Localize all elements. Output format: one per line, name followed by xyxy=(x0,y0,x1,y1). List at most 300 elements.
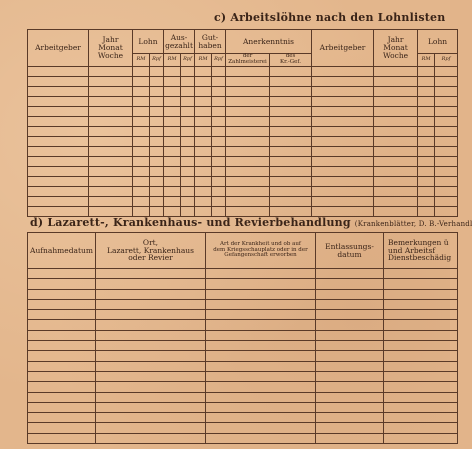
blank-cell[interactable] xyxy=(28,320,96,330)
blank-cell[interactable] xyxy=(212,126,226,136)
blank-cell[interactable] xyxy=(212,96,226,106)
blank-cell[interactable] xyxy=(270,196,312,206)
blank-cell[interactable] xyxy=(435,76,458,86)
blank-cell[interactable] xyxy=(96,289,206,299)
blank-cell[interactable] xyxy=(181,196,195,206)
blank-cell[interactable] xyxy=(28,106,89,116)
blank-cell[interactable] xyxy=(89,196,133,206)
blank-cell[interactable] xyxy=(133,196,150,206)
blank-cell[interactable] xyxy=(133,116,150,126)
blank-cell[interactable] xyxy=(195,136,212,146)
blank-cell[interactable] xyxy=(212,186,226,196)
blank-cell[interactable] xyxy=(195,106,212,116)
table-row xyxy=(28,341,458,351)
blank-cell[interactable] xyxy=(28,279,96,289)
blank-cell[interactable] xyxy=(312,146,374,156)
blank-cell[interactable] xyxy=(96,341,206,351)
blank-cell[interactable] xyxy=(89,136,133,146)
blank-cell[interactable] xyxy=(150,116,164,126)
blank-cell[interactable] xyxy=(28,351,96,361)
blank-cell[interactable] xyxy=(206,289,316,299)
blank-cell[interactable] xyxy=(212,86,226,96)
blank-cell[interactable] xyxy=(96,392,206,402)
blank-cell[interactable] xyxy=(418,196,435,206)
blank-cell[interactable] xyxy=(181,76,195,86)
blank-cell[interactable] xyxy=(212,206,226,216)
blank-cell[interactable] xyxy=(164,206,181,216)
blank-cell[interactable] xyxy=(206,299,316,309)
blank-cell[interactable] xyxy=(226,96,270,106)
blank-cell[interactable] xyxy=(316,351,384,361)
blank-cell[interactable] xyxy=(435,106,458,116)
blank-cell[interactable] xyxy=(270,76,312,86)
blank-cell[interactable] xyxy=(374,76,418,86)
blank-cell[interactable] xyxy=(384,320,458,330)
blank-cell[interactable] xyxy=(312,116,374,126)
blank-cell[interactable] xyxy=(374,156,418,166)
blank-cell[interactable] xyxy=(181,146,195,156)
blank-cell[interactable] xyxy=(133,96,150,106)
blank-cell[interactable] xyxy=(374,86,418,96)
blank-cell[interactable] xyxy=(133,106,150,116)
blank-cell[interactable] xyxy=(150,206,164,216)
blank-cell[interactable] xyxy=(96,330,206,340)
blank-cell[interactable] xyxy=(384,279,458,289)
blank-cell[interactable] xyxy=(96,299,206,309)
blank-cell[interactable] xyxy=(226,166,270,176)
blank-cell[interactable] xyxy=(374,126,418,136)
blank-cell[interactable] xyxy=(206,320,316,330)
blank-cell[interactable] xyxy=(164,76,181,86)
blank-cell[interactable] xyxy=(384,299,458,309)
blank-cell[interactable] xyxy=(418,176,435,186)
blank-cell[interactable] xyxy=(316,361,384,371)
blank-cell[interactable] xyxy=(316,279,384,289)
blank-cell[interactable] xyxy=(374,176,418,186)
blank-cell[interactable] xyxy=(150,156,164,166)
blank-cell[interactable] xyxy=(374,116,418,126)
blank-cell[interactable] xyxy=(89,86,133,96)
blank-cell[interactable] xyxy=(96,413,206,423)
blank-cell[interactable] xyxy=(312,166,374,176)
blank-cell[interactable] xyxy=(28,341,96,351)
blank-cell[interactable] xyxy=(226,86,270,96)
blank-cell[interactable] xyxy=(312,66,374,76)
blank-cell[interactable] xyxy=(226,76,270,86)
blank-cell[interactable] xyxy=(435,206,458,216)
blank-cell[interactable] xyxy=(312,176,374,186)
blank-cell[interactable] xyxy=(89,206,133,216)
blank-cell[interactable] xyxy=(96,433,206,443)
blank-cell[interactable] xyxy=(28,371,96,381)
blank-cell[interactable] xyxy=(435,116,458,126)
blank-cell[interactable] xyxy=(206,413,316,423)
blank-cell[interactable] xyxy=(226,116,270,126)
blank-cell[interactable] xyxy=(312,196,374,206)
blank-cell[interactable] xyxy=(418,136,435,146)
blank-cell[interactable] xyxy=(96,279,206,289)
blank-cell[interactable] xyxy=(384,423,458,433)
blank-cell[interactable] xyxy=(312,106,374,116)
blank-cell[interactable] xyxy=(206,279,316,289)
blank-cell[interactable] xyxy=(384,289,458,299)
blank-cell[interactable] xyxy=(418,96,435,106)
blank-cell[interactable] xyxy=(316,330,384,340)
blank-cell[interactable] xyxy=(418,186,435,196)
blank-cell[interactable] xyxy=(28,361,96,371)
blank-cell[interactable] xyxy=(28,126,89,136)
blank-cell[interactable] xyxy=(374,106,418,116)
blank-cell[interactable] xyxy=(270,206,312,216)
blank-cell[interactable] xyxy=(150,106,164,116)
table-row xyxy=(28,196,458,206)
blank-cell[interactable] xyxy=(28,166,89,176)
blank-cell[interactable] xyxy=(384,330,458,340)
blank-cell[interactable] xyxy=(181,86,195,96)
blank-cell[interactable] xyxy=(164,106,181,116)
blank-cell[interactable] xyxy=(312,186,374,196)
blank-cell[interactable] xyxy=(96,402,206,412)
blank-cell[interactable] xyxy=(164,66,181,76)
blank-cell[interactable] xyxy=(206,423,316,433)
blank-cell[interactable] xyxy=(89,176,133,186)
blank-cell[interactable] xyxy=(28,156,89,166)
blank-cell[interactable] xyxy=(164,146,181,156)
blank-cell[interactable] xyxy=(435,146,458,156)
blank-cell[interactable] xyxy=(164,126,181,136)
blank-cell[interactable] xyxy=(418,116,435,126)
table-row xyxy=(28,289,458,299)
blank-cell[interactable] xyxy=(384,413,458,423)
blank-cell[interactable] xyxy=(28,423,96,433)
blank-cell[interactable] xyxy=(316,341,384,351)
blank-cell[interactable] xyxy=(89,106,133,116)
blank-cell[interactable] xyxy=(384,402,458,412)
blank-cell[interactable] xyxy=(195,176,212,186)
blank-cell[interactable] xyxy=(133,166,150,176)
blank-cell[interactable] xyxy=(181,96,195,106)
blank-cell[interactable] xyxy=(195,206,212,216)
blank-cell[interactable] xyxy=(150,76,164,86)
unit-rpf: Rpf xyxy=(212,54,226,67)
blank-cell[interactable] xyxy=(195,146,212,156)
blank-cell[interactable] xyxy=(89,156,133,166)
blank-cell[interactable] xyxy=(133,206,150,216)
blank-cell[interactable] xyxy=(150,146,164,156)
blank-cell[interactable] xyxy=(28,392,96,402)
blank-cell[interactable] xyxy=(96,361,206,371)
blank-cell[interactable] xyxy=(28,66,89,76)
blank-cell[interactable] xyxy=(384,341,458,351)
blank-cell[interactable] xyxy=(435,126,458,136)
blank-cell[interactable] xyxy=(384,361,458,371)
blank-cell[interactable] xyxy=(418,146,435,156)
blank-cell[interactable] xyxy=(226,176,270,186)
blank-cell[interactable] xyxy=(164,136,181,146)
blank-cell[interactable] xyxy=(133,126,150,136)
blank-cell[interactable] xyxy=(435,96,458,106)
blank-cell[interactable] xyxy=(316,289,384,299)
blank-cell[interactable] xyxy=(316,423,384,433)
blank-cell[interactable] xyxy=(133,156,150,166)
blank-cell[interactable] xyxy=(418,106,435,116)
blank-cell[interactable] xyxy=(206,433,316,443)
blank-cell[interactable] xyxy=(96,269,206,279)
blank-cell[interactable] xyxy=(206,351,316,361)
blank-cell[interactable] xyxy=(226,126,270,136)
blank-cell[interactable] xyxy=(133,186,150,196)
blank-cell[interactable] xyxy=(195,76,212,86)
blank-cell[interactable] xyxy=(206,310,316,320)
blank-cell[interactable] xyxy=(164,86,181,96)
blank-cell[interactable] xyxy=(181,166,195,176)
blank-cell[interactable] xyxy=(206,392,316,402)
blank-cell[interactable] xyxy=(226,186,270,196)
blank-cell[interactable] xyxy=(206,382,316,392)
blank-cell[interactable] xyxy=(89,146,133,156)
blank-cell[interactable] xyxy=(435,186,458,196)
blank-cell[interactable] xyxy=(150,136,164,146)
blank-cell[interactable] xyxy=(164,96,181,106)
blank-cell[interactable] xyxy=(150,86,164,96)
blank-cell[interactable] xyxy=(206,269,316,279)
blank-cell[interactable] xyxy=(212,106,226,116)
blank-cell[interactable] xyxy=(195,156,212,166)
blank-cell[interactable] xyxy=(212,116,226,126)
blank-cell[interactable] xyxy=(374,186,418,196)
blank-cell[interactable] xyxy=(316,402,384,412)
blank-cell[interactable] xyxy=(96,371,206,381)
blank-cell[interactable] xyxy=(164,166,181,176)
blank-cell[interactable] xyxy=(312,86,374,96)
blank-cell[interactable] xyxy=(181,126,195,136)
blank-cell[interactable] xyxy=(226,156,270,166)
blank-cell[interactable] xyxy=(435,136,458,146)
blank-cell[interactable] xyxy=(28,413,96,423)
blank-cell[interactable] xyxy=(133,86,150,96)
blank-cell[interactable] xyxy=(374,136,418,146)
blank-cell[interactable] xyxy=(418,86,435,96)
blank-cell[interactable] xyxy=(164,176,181,186)
blank-cell[interactable] xyxy=(28,310,96,320)
blank-cell[interactable] xyxy=(212,196,226,206)
blank-cell[interactable] xyxy=(212,136,226,146)
blank-cell[interactable] xyxy=(316,310,384,320)
blank-cell[interactable] xyxy=(316,382,384,392)
blank-cell[interactable] xyxy=(384,371,458,381)
blank-cell[interactable] xyxy=(96,382,206,392)
blank-cell[interactable] xyxy=(374,206,418,216)
blank-cell[interactable] xyxy=(28,299,96,309)
blank-cell[interactable] xyxy=(181,206,195,216)
blank-cell[interactable] xyxy=(28,269,96,279)
blank-cell[interactable] xyxy=(89,166,133,176)
blank-cell[interactable] xyxy=(384,382,458,392)
blank-cell[interactable] xyxy=(133,136,150,146)
blank-cell[interactable] xyxy=(316,392,384,402)
blank-cell[interactable] xyxy=(150,96,164,106)
blank-cell[interactable] xyxy=(28,382,96,392)
blank-cell[interactable] xyxy=(418,126,435,136)
blank-cell[interactable] xyxy=(96,320,206,330)
blank-cell[interactable] xyxy=(28,96,89,106)
blank-cell[interactable] xyxy=(270,66,312,76)
blank-cell[interactable] xyxy=(195,126,212,136)
blank-cell[interactable] xyxy=(150,176,164,186)
blank-cell[interactable] xyxy=(89,126,133,136)
blank-cell[interactable] xyxy=(316,433,384,443)
blank-cell[interactable] xyxy=(28,86,89,96)
blank-cell[interactable] xyxy=(418,76,435,86)
blank-cell[interactable] xyxy=(89,66,133,76)
blank-cell[interactable] xyxy=(312,136,374,146)
blank-cell[interactable] xyxy=(212,156,226,166)
blank-cell[interactable] xyxy=(28,289,96,299)
blank-cell[interactable] xyxy=(374,196,418,206)
blank-cell[interactable] xyxy=(226,106,270,116)
blank-cell[interactable] xyxy=(28,433,96,443)
blank-cell[interactable] xyxy=(206,402,316,412)
blank-cell[interactable] xyxy=(195,86,212,96)
blank-cell[interactable] xyxy=(89,76,133,86)
blank-cell[interactable] xyxy=(212,176,226,186)
blank-cell[interactable] xyxy=(28,186,89,196)
blank-cell[interactable] xyxy=(226,196,270,206)
blank-cell[interactable] xyxy=(374,96,418,106)
blank-cell[interactable] xyxy=(150,126,164,136)
blank-cell[interactable] xyxy=(206,330,316,340)
blank-cell[interactable] xyxy=(418,156,435,166)
blank-cell[interactable] xyxy=(270,116,312,126)
blank-cell[interactable] xyxy=(28,196,89,206)
blank-cell[interactable] xyxy=(195,196,212,206)
blank-cell[interactable] xyxy=(316,269,384,279)
blank-cell[interactable] xyxy=(89,186,133,196)
blank-cell[interactable] xyxy=(150,166,164,176)
blank-cell[interactable] xyxy=(28,330,96,340)
blank-cell[interactable] xyxy=(384,351,458,361)
blank-cell[interactable] xyxy=(374,66,418,76)
blank-cell[interactable] xyxy=(181,176,195,186)
blank-cell[interactable] xyxy=(28,206,89,216)
blank-cell[interactable] xyxy=(212,66,226,76)
blank-cell[interactable] xyxy=(316,299,384,309)
blank-cell[interactable] xyxy=(212,76,226,86)
blank-cell[interactable] xyxy=(270,186,312,196)
blank-cell[interactable] xyxy=(28,76,89,86)
blank-cell[interactable] xyxy=(435,86,458,96)
blank-cell[interactable] xyxy=(28,116,89,126)
blank-cell[interactable] xyxy=(89,96,133,106)
blank-cell[interactable] xyxy=(133,66,150,76)
blank-cell[interactable] xyxy=(435,66,458,76)
blank-cell[interactable] xyxy=(206,341,316,351)
blank-cell[interactable] xyxy=(435,156,458,166)
blank-cell[interactable] xyxy=(133,176,150,186)
blank-cell[interactable] xyxy=(181,66,195,76)
blank-cell[interactable] xyxy=(316,413,384,423)
blank-cell[interactable] xyxy=(206,371,316,381)
wages-table xyxy=(27,29,458,217)
blank-cell[interactable] xyxy=(270,136,312,146)
blank-cell[interactable] xyxy=(212,166,226,176)
blank-cell[interactable] xyxy=(270,156,312,166)
blank-cell[interactable] xyxy=(384,392,458,402)
blank-cell[interactable] xyxy=(316,371,384,381)
blank-cell[interactable] xyxy=(28,136,89,146)
blank-cell[interactable] xyxy=(206,361,316,371)
blank-cell[interactable] xyxy=(89,116,133,126)
blank-cell[interactable] xyxy=(181,116,195,126)
blank-cell[interactable] xyxy=(226,66,270,76)
blank-cell[interactable] xyxy=(418,166,435,176)
blank-cell[interactable] xyxy=(435,196,458,206)
blank-cell[interactable] xyxy=(133,146,150,156)
blank-cell[interactable] xyxy=(96,351,206,361)
blank-cell[interactable] xyxy=(270,106,312,116)
blank-cell[interactable] xyxy=(150,66,164,76)
blank-cell[interactable] xyxy=(270,176,312,186)
blank-cell[interactable] xyxy=(384,310,458,320)
blank-cell[interactable] xyxy=(181,136,195,146)
blank-cell[interactable] xyxy=(312,76,374,86)
blank-cell[interactable] xyxy=(270,86,312,96)
blank-cell[interactable] xyxy=(312,126,374,136)
blank-cell[interactable] xyxy=(195,116,212,126)
blank-cell[interactable] xyxy=(164,116,181,126)
blank-cell[interactable] xyxy=(270,96,312,106)
blank-cell[interactable] xyxy=(418,66,435,76)
blank-cell[interactable] xyxy=(312,96,374,106)
blank-cell[interactable] xyxy=(226,136,270,146)
blank-cell[interactable] xyxy=(181,156,195,166)
blank-cell[interactable] xyxy=(28,146,89,156)
blank-cell[interactable] xyxy=(96,310,206,320)
blank-cell[interactable] xyxy=(28,402,96,412)
blank-cell[interactable] xyxy=(164,156,181,166)
blank-cell[interactable] xyxy=(270,146,312,156)
blank-cell[interactable] xyxy=(212,146,226,156)
blank-cell[interactable] xyxy=(181,186,195,196)
blank-cell[interactable] xyxy=(312,156,374,166)
blank-cell[interactable] xyxy=(164,196,181,206)
blank-cell[interactable] xyxy=(195,186,212,196)
blank-cell[interactable] xyxy=(181,106,195,116)
blank-cell[interactable] xyxy=(96,423,206,433)
blank-cell[interactable] xyxy=(312,206,374,216)
blank-cell[interactable] xyxy=(435,176,458,186)
blank-cell[interactable] xyxy=(164,186,181,196)
blank-cell[interactable] xyxy=(384,269,458,279)
blank-cell[interactable] xyxy=(28,176,89,186)
blank-cell[interactable] xyxy=(374,146,418,156)
blank-cell[interactable] xyxy=(226,146,270,156)
blank-cell[interactable] xyxy=(195,66,212,76)
blank-cell[interactable] xyxy=(270,166,312,176)
blank-cell[interactable] xyxy=(435,166,458,176)
blank-cell[interactable] xyxy=(226,206,270,216)
blank-cell[interactable] xyxy=(316,320,384,330)
blank-cell[interactable] xyxy=(384,433,458,443)
blank-cell[interactable] xyxy=(150,196,164,206)
blank-cell[interactable] xyxy=(270,126,312,136)
blank-cell[interactable] xyxy=(418,206,435,216)
blank-cell[interactable] xyxy=(195,96,212,106)
blank-cell[interactable] xyxy=(150,186,164,196)
blank-cell[interactable] xyxy=(374,166,418,176)
blank-cell[interactable] xyxy=(195,166,212,176)
blank-cell[interactable] xyxy=(133,76,150,86)
